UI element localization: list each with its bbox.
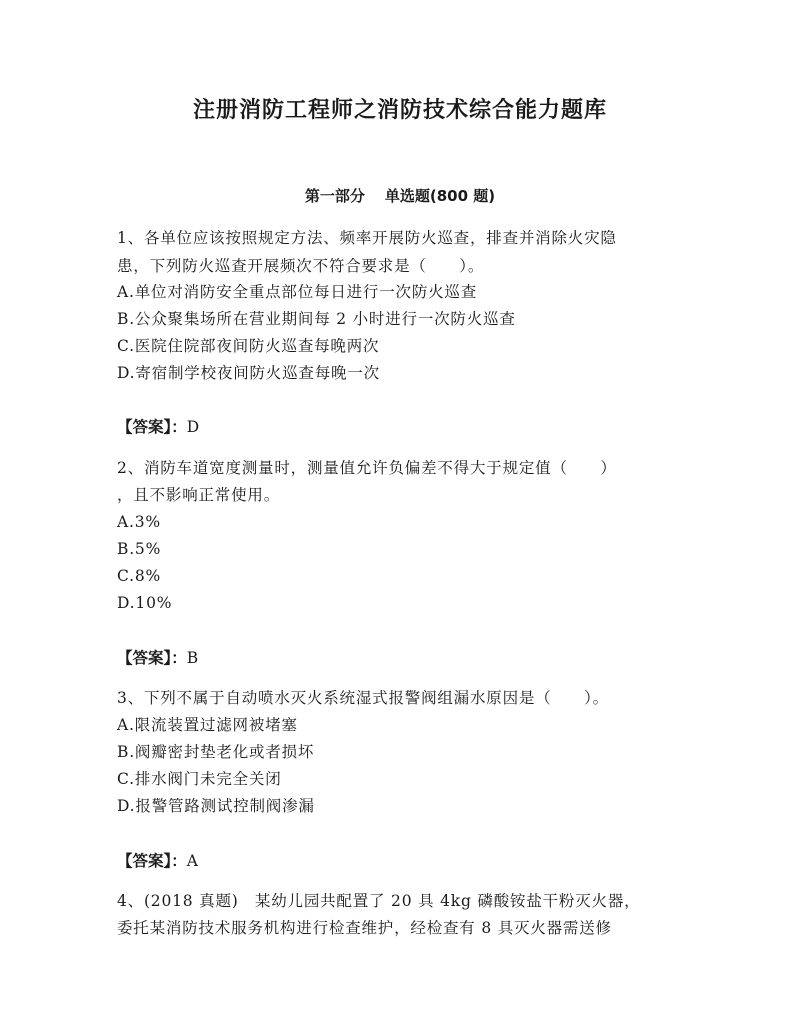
question-2-option-d: D.10% xyxy=(117,594,173,612)
question-4-stem-line-2: 委托某消防技术服务机构进行检查维护，经检查有 8 具灭火器需送修 xyxy=(117,919,612,937)
question-2-stem-line-2: ，且不影响正常使用。 xyxy=(117,486,281,504)
question-1-option-c: C.医院住院部夜间防火巡查每晚两次 xyxy=(117,337,380,355)
question-2-option-a: A.3% xyxy=(117,513,161,531)
question-3-option-b: B.阀瓣密封垫老化或者损坏 xyxy=(117,743,315,761)
section-part: 第一部分 xyxy=(304,187,365,205)
answer-label: 【答案】： xyxy=(117,852,187,870)
question-1-stem-line-1: 1、各单位应该按照规定方法、频率开展防火巡查，排查并消除火灾隐 xyxy=(117,229,617,247)
question-1-option-a: A.单位对消防安全重点部位每日进行一次防火巡查 xyxy=(117,283,478,301)
question-3-stem-line-1: 3、下列不属于自动喷水灭火系统湿式报警阀组漏水原因是（ ）。 xyxy=(117,689,609,707)
question-3-option-a: A.限流装置过滤网被堵塞 xyxy=(117,716,298,734)
question-2-stem-line-1: 2、消防车道宽度测量时，测量值允许负偏差不得大于规定值（ ） xyxy=(117,459,617,477)
question-1-answer xyxy=(117,417,199,437)
question-3-option-c: C.排水阀门未完全关闭 xyxy=(117,770,282,788)
question-2-answer xyxy=(117,648,198,668)
question-4-stem-line-1: 4、(2018 真题) 某幼儿园共配置了 20 具 4kg 磷酸铵盐干粉灭火器， xyxy=(117,892,641,910)
question-2-option-c: C.8% xyxy=(117,567,162,585)
section-name: 单选题(800 题) xyxy=(384,187,496,205)
answer-value: A xyxy=(186,852,198,870)
question-3-option-d: D.报警管路测试控制阀渗漏 xyxy=(117,797,315,815)
question-2-option-b: B.5% xyxy=(117,540,162,558)
document-title: 注册消防工程师之消防技术综合能力题库 xyxy=(192,98,607,123)
answer-value: B xyxy=(186,649,199,667)
question-1-option-d: D.寄宿制学校夜间防火巡查每晚一次 xyxy=(117,364,380,382)
question-3-answer xyxy=(117,851,198,871)
answer-label: 【答案】： xyxy=(117,418,187,436)
answer-value: D xyxy=(186,418,200,436)
answer-label: 【答案】： xyxy=(117,649,187,667)
question-1-option-b: B.公众聚集场所在营业期间每 2 小时进行一次防火巡查 xyxy=(117,310,516,328)
section-heading xyxy=(0,185,800,206)
question-1-stem-line-2: 患，下列防火巡查开展频次不符合要求是（ ）。 xyxy=(117,257,485,275)
